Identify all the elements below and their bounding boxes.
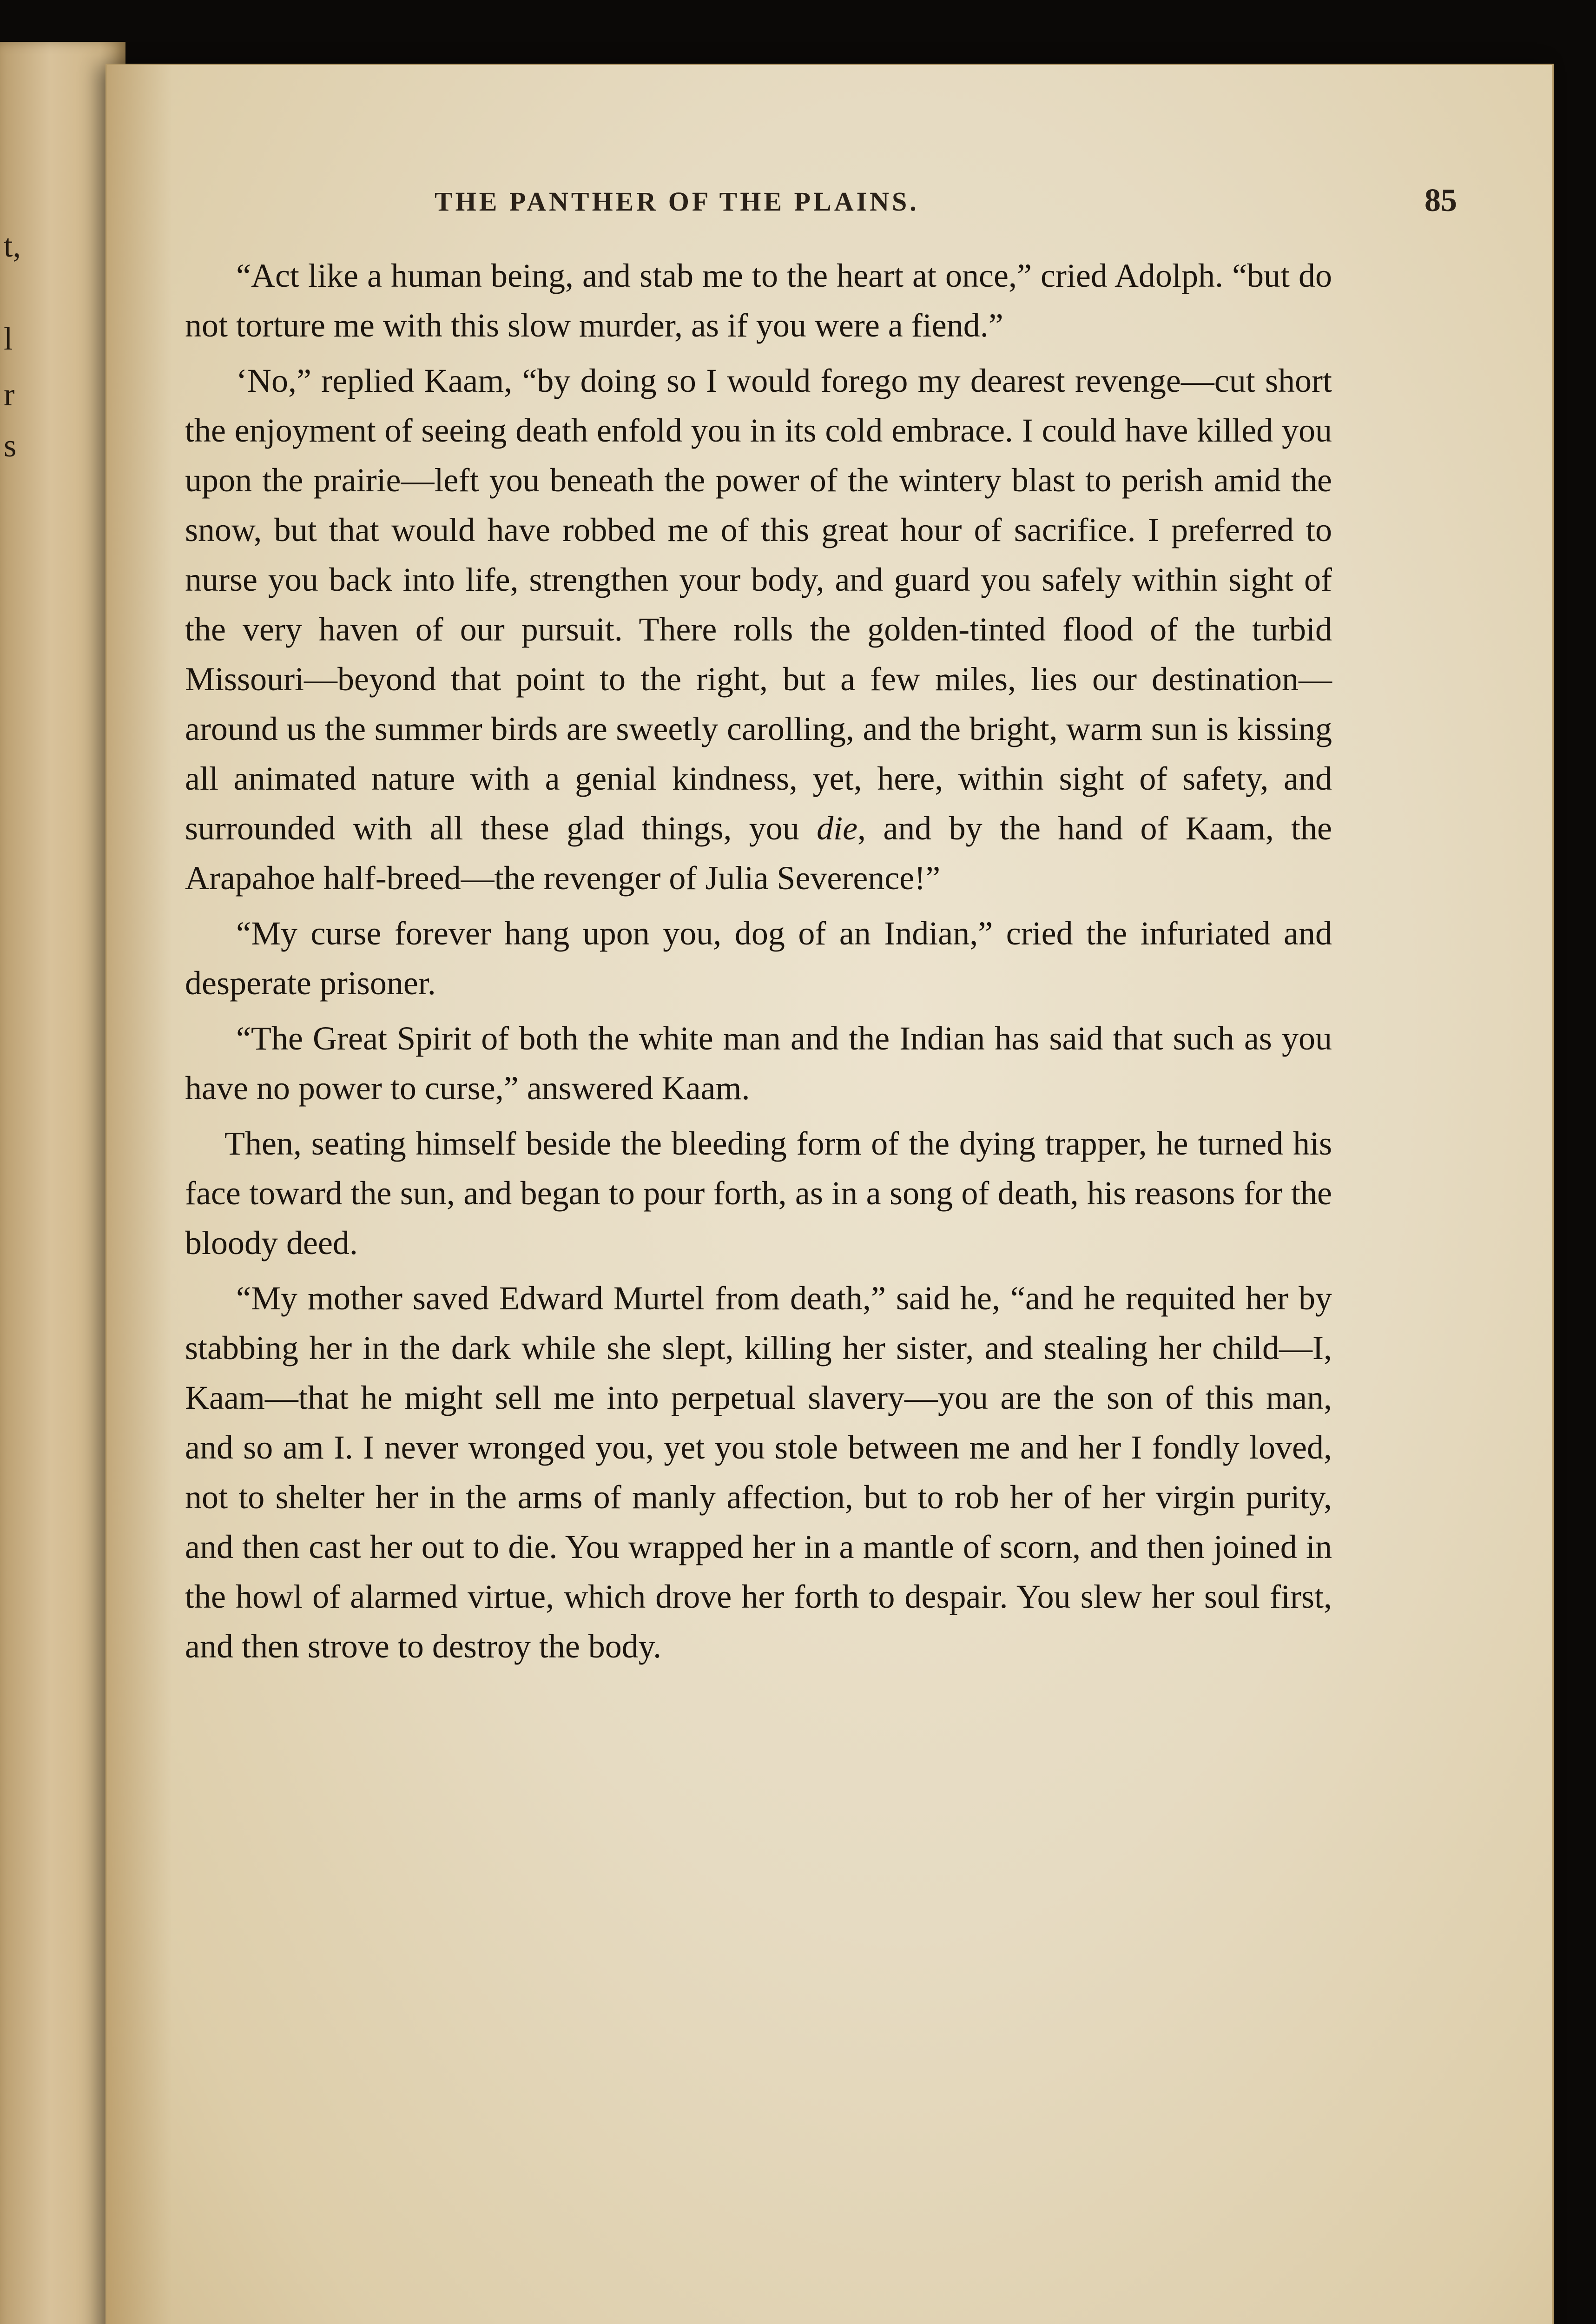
paragraph-text: “My curse forever hang upon you, dog of an Indian,” cried the infuriated and desperate prisoner. bbox=[185, 915, 1332, 1002]
page-gutter-stain bbox=[107, 65, 172, 2324]
paragraph bbox=[185, 1274, 1332, 1671]
paragraph bbox=[185, 251, 1332, 350]
italic-word: die bbox=[817, 810, 858, 847]
book-page bbox=[107, 65, 1552, 2324]
running-title: THE PANTHER OF THE PLAINS. bbox=[435, 186, 919, 217]
paragraph bbox=[185, 1014, 1332, 1113]
paragraph-text: “The Great Spirit of both the white man and the Indian has said that such as you have no power to curse,” answered Kaam. bbox=[185, 1020, 1332, 1107]
previous-page-fragment: l bbox=[4, 321, 13, 357]
paragraph bbox=[185, 356, 1332, 903]
paragraph-text: ‘No,” replied Kaam, “by doing so I would forego my dearest revenge—cut short the enjoyment of seeing death enfold you in its cold embrace. I could have killed you upon the prairie—left you beneath the power of the wintery blast to perish amid the snow, but that would have robbed me of this great hour of sacrifice. I preferred to nurse you back into life, strengthen your body, and guard you safely within sight of the very haven of our pursuit. There rolls the golden-tinted flood of the turbid Missouri—beyond that point to the right, but a few miles, lies our destination—around us the summer birds are sweetly carolling, and the bright, warm sun is kissing all animated nature with a genial kindness, yet, here, within sight of safety, and surrounded with all these glad things, you bbox=[185, 362, 1332, 847]
paragraph-text: “My mother saved Edward Murtel from death,” said he, “and he requited her by stabbing her in the dark while she slept, killing her sister, and stealing her child—I, Kaam—that he might sell me into perpetual slavery—you are the son of this man, and so am I. I never wronged you, yet you stole between me and her I fondly loved, not to shelter her in the arms of manly affection, but to rob her of her virgin purity, and then cast her out to die. You wrapped her in a mantle of scorn, and then joined in the howl of alarmed virtue, which drove her forth to despair. You slew her soul first, and then strove to destroy the body. bbox=[185, 1280, 1332, 1665]
paragraph bbox=[185, 909, 1332, 1008]
previous-page-fragment: t, bbox=[4, 228, 21, 264]
previous-page-fragment: s bbox=[4, 428, 17, 464]
previous-page-fragment: r bbox=[4, 377, 15, 413]
paragraph-text: Then, seating himself beside the bleeding form of the dying trapper, he turned his face toward the sun, and began to pour forth, as in a song of death, his reasons for the bloody deed. bbox=[185, 1125, 1332, 1261]
body-text bbox=[185, 251, 1332, 1677]
page-number: 85 bbox=[1425, 183, 1457, 218]
paragraph bbox=[185, 1119, 1332, 1268]
running-head bbox=[435, 183, 1457, 232]
paragraph-text: “Act like a human being, and stab me to the heart at once,” cried Adolph. “but do not torture me with this slow murder, as if you were a fiend.” bbox=[185, 257, 1332, 344]
paragraph-text: , and by the hand of Kaam, the Arapahoe half-breed—the revenger of Julia Severence!” bbox=[185, 810, 1332, 897]
